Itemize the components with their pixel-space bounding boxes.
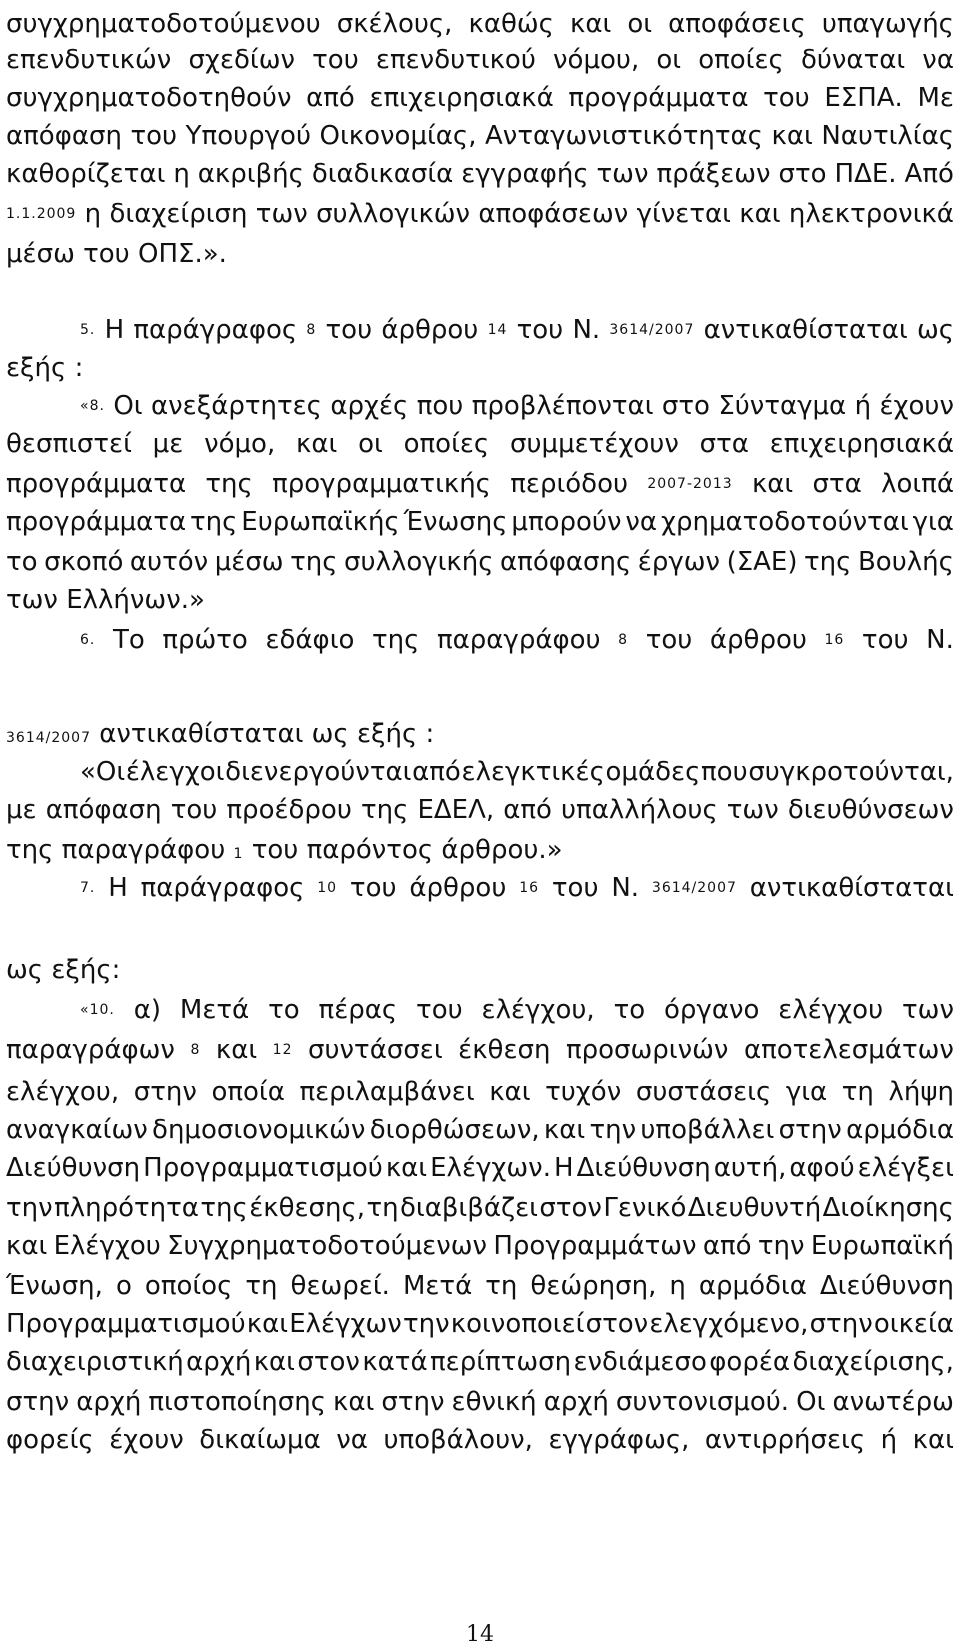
word: στην [6,1387,70,1417]
word: από [306,83,355,113]
word: οποία [211,1077,285,1107]
word: στον [539,1193,602,1223]
word: Ένωση, [6,1271,103,1301]
word: 3614/2007 [6,730,91,746]
word: γίνεται [636,199,731,229]
text-line [6,422,954,466]
word: να [922,45,954,75]
word: ελέγχου, [6,1077,120,1107]
word: αποφάσεων [478,199,629,229]
word: οικεία [873,1309,954,1339]
word: σχεδίων [188,45,296,75]
word: έχουν [879,391,954,421]
word: παράγραφος [133,315,298,345]
word: άρθρου [709,625,807,655]
word: αυτή, [713,1153,787,1183]
word: στο [661,391,710,421]
word: ο [115,1271,132,1301]
word: ανωτέρω [832,1387,954,1417]
word: στα [812,469,862,499]
word: δύναται [800,45,906,75]
word: νόμο, [204,429,276,459]
word: έκθεσης, [249,1193,366,1223]
word: προγράμματα [6,469,187,499]
word: χρηματοδοτούνται [660,507,909,537]
word: παραγράφου [437,625,601,655]
word: τη [485,1271,518,1301]
word: απόφαση [45,795,162,825]
word: αντικαθίσταται [749,873,954,903]
word: διαχείριση [109,199,248,229]
word: της [360,795,409,825]
word: στα [699,429,749,459]
word: Ευρωπαϊκή [810,1231,954,1261]
word: πρώτο [162,625,248,655]
word: εδάφιο [265,625,355,655]
word: λήψη [888,1077,954,1107]
word: και [543,1115,586,1145]
word: αρχή [76,1387,142,1417]
text-line [80,988,954,1032]
word: 16 [519,880,540,896]
word: έλεγχοι [125,757,225,787]
word: οι [656,45,682,75]
word: άρθρου [409,873,507,903]
word: ως [311,719,349,749]
word: της [205,469,253,499]
word: 2007-2013 [647,476,733,492]
word: σκέλους, [336,9,453,39]
word: 8 [190,1042,201,1058]
word: 3614/2007 [651,880,737,896]
word: αποτελεσμάτων [743,1035,954,1065]
word: προγραμματικής [272,469,491,499]
word: την [6,1193,53,1223]
word: μέσω [214,547,284,577]
word: όργανο [664,995,760,1025]
word: Ευρωπαϊκής [241,507,400,537]
word: Οι [796,1387,826,1417]
word: επενδυτικών [6,45,172,75]
word: και [6,1231,48,1261]
word: ΕΔΕΛ, [417,795,495,825]
word: της [200,1193,248,1223]
word: α) [133,995,162,1025]
word: στον [297,1347,360,1377]
word: του [861,625,909,655]
word: «8. [80,398,105,414]
word: φορέα [709,1347,791,1377]
word: θεσπιστεί [6,429,132,459]
word: τη [366,1193,399,1223]
word: αρχές [330,391,409,421]
word: η [173,159,190,189]
word: συγχρηματοδοτηθούν [6,83,292,113]
word: διευθύνσεων [787,795,954,825]
word: υποβάλουν, [383,1425,533,1455]
word: επιχειρησιακά [369,83,554,113]
word: ως [916,315,954,345]
word: καθώς [468,9,554,39]
word: δικαίωμα [199,1425,321,1455]
word: Με [917,83,954,113]
text-line [6,1340,954,1384]
word: ελεγχόμενο, [649,1309,809,1339]
word: 5. [80,322,96,338]
word: να [625,507,658,537]
word: αυτόν [129,547,209,577]
word: και [489,1077,531,1107]
word: του [516,315,564,345]
word: 3614/2007 [609,322,695,338]
text-line [6,1418,954,1462]
word: Από [904,159,954,189]
word: από [702,1231,752,1261]
word: προγράμματα [6,507,187,537]
word: αντιρρήσεις [704,1425,866,1455]
word: παραγράφων [6,1035,175,1065]
word: του [251,835,299,865]
word: Οικονομίας, [319,121,477,151]
text-line [6,948,954,992]
word: υποβάλλει [640,1115,775,1145]
word: Υπουργού [185,121,311,151]
word: αντικαθίσταται [99,719,304,749]
word: προσωρινών [565,1035,729,1065]
word: οι [627,9,653,39]
word: : [425,719,435,749]
word: 7. [80,880,96,896]
word: αρμόδια [698,1271,807,1301]
word: αφού [789,1153,855,1183]
word: από [503,795,552,825]
text-line [6,192,954,236]
word: οποίος [144,1271,233,1301]
word: διαβιβάζει [400,1193,538,1223]
word: τυχόν [545,1077,622,1107]
word: 10 [317,880,338,896]
word: απόφασης [500,547,632,577]
word: της [372,625,420,655]
word: ελέγχου [778,995,884,1025]
word: ΕΣΠΑ. [824,83,903,113]
word: την [402,1309,450,1339]
text-line [6,788,954,832]
word: 14 [487,322,508,338]
word: Ελέγχων [289,1309,402,1339]
word: Προγραμματισμού [143,1153,383,1183]
word: Συγχρηματοδοτούμενων [167,1231,488,1261]
word: : [74,353,84,383]
text-line [6,232,954,276]
word: σκοπό [44,547,124,577]
word: του [349,873,397,903]
word: που [701,757,748,787]
word: έχουν [109,1425,184,1455]
word: φορείς [6,1425,94,1455]
word: περίπτωση [430,1347,572,1377]
word: η [84,199,102,229]
word: θεώρηση, [530,1271,657,1301]
word: υπαγωγής [821,9,954,39]
word: συγχρηματοδοτούμενου [6,9,321,39]
word: και [751,469,794,499]
word: Μετά [402,1271,473,1301]
word: πέρας [318,995,398,1025]
text-line [6,578,954,622]
word: των [6,585,58,615]
word: με [152,429,184,459]
word: εξής: [51,955,121,985]
word: της [804,547,852,577]
word: αποφάσεις [668,9,806,39]
word: συγκροτούνται, [748,757,954,787]
word: στην [381,1387,445,1417]
word: διαχειριστική [6,1347,184,1377]
word: την [757,1231,805,1261]
word: στην [133,1077,197,1107]
word: Προγραμματισμού [6,1309,246,1339]
word: 1.1.2009 [6,206,77,222]
word: Ν. [611,873,640,903]
word: του [130,121,178,151]
word: επιχειρησιακά [769,429,954,459]
word: Η [108,873,128,903]
word: και [912,1425,954,1455]
word: εθνική [451,1387,537,1417]
word: του [551,873,599,903]
word: «10. [80,1002,115,1018]
word: το [6,547,38,577]
word: διενεργούνται [225,757,412,787]
word: λοιπά [881,469,954,499]
word: του [416,995,463,1025]
word: εξής [6,353,67,383]
word: των [596,159,649,189]
word: Γενικό [603,1193,687,1223]
word: οποίες [403,429,490,459]
word: Οι [113,391,143,421]
text-line [6,1028,954,1072]
word: καθορίζεται [6,159,166,189]
word: αρχή [543,1387,609,1417]
word: του [763,83,810,113]
word: για [912,507,954,537]
word: με [6,795,37,825]
word: και [296,429,338,459]
word: για [785,1077,828,1107]
word: συντάσσει [308,1035,443,1065]
word: ομάδες [605,757,701,787]
word: της [290,547,338,577]
word: πράξεων [656,159,771,189]
word: Το [112,625,145,655]
word: προβλέπονται [471,391,654,421]
word: του [312,45,359,75]
word: οι [358,429,383,459]
word: συστάσεις [635,1077,772,1107]
word: και [253,1347,295,1377]
text-line [6,152,954,196]
word: 16 [824,632,845,648]
word: Διεύθυνση [6,1153,141,1183]
word: υπαλλήλους [561,795,718,825]
word: και [739,199,781,229]
word: Διοίκησης [822,1193,954,1223]
word: ΠΔΕ. [834,159,897,189]
word: εγγράφως, [548,1425,690,1455]
word: 1 [233,846,244,862]
word: των [902,995,954,1025]
word: ελεγκτικές [461,757,605,787]
word: περιόδου [510,469,629,499]
word: η [669,1271,686,1301]
word: διαδικασία [311,159,454,189]
word: του [170,795,218,825]
word: επενδυτικού [375,45,536,75]
word: Βουλής [857,547,954,577]
word: και [215,1035,258,1065]
word: συμμετέχουν [510,429,679,459]
word: από [412,757,461,787]
word: συλλογικής [344,547,494,577]
word: τη [841,1077,874,1107]
text-line [6,1224,954,1268]
word: Προγραμμάτων [493,1231,697,1261]
word: Σύνταγμα [718,391,847,421]
word: της [6,835,54,865]
word: Ένωσης [403,507,508,537]
word: ΟΠΣ.». [138,239,227,269]
word: του [325,315,373,345]
word: Ναυτιλίας [821,121,954,151]
word: 6. [80,632,96,648]
word: Η [104,315,125,345]
word: αρχή [186,1347,252,1377]
word: Διεύθυνση [819,1271,954,1301]
word: συλλογικών [316,199,471,229]
word: 8 [618,632,629,648]
word: την [589,1115,637,1145]
word: και [771,121,813,151]
word: Ελλήνων.» [66,585,205,615]
word: κοινοποιεί [450,1309,585,1339]
word: των [255,199,308,229]
word: Ν. [572,315,601,345]
word: Ν. [926,625,954,655]
word: διορθώσεων, [369,1115,540,1145]
word: Ελέγχου [53,1231,161,1261]
word: «Οι [80,757,126,787]
word: παραγράφου [61,835,226,865]
word: απόφαση [6,121,122,151]
word: εξής [356,719,418,749]
word: τη [245,1271,278,1301]
word: 12 [272,1042,293,1058]
word: (ΣΑΕ) [726,547,798,577]
word: να [336,1425,368,1455]
word: άρθρου.» [441,835,563,865]
word: νόμου, [553,45,640,75]
word: μέσω [6,239,75,269]
text-line [80,866,954,910]
word: του [645,625,693,655]
word: στην [778,1115,842,1145]
word: παρόντος [306,835,434,865]
text-line [6,500,954,544]
word: στον [585,1309,649,1339]
word: κατά [362,1347,428,1377]
word: μπορούν [511,507,622,537]
word: ελέγχου, [481,995,595,1025]
word: οποίες [698,45,784,75]
word: ακριβής [197,159,304,189]
word: Η [554,1153,574,1183]
word: το [613,995,646,1025]
word: έργων [637,547,721,577]
word: παράγραφος [140,873,305,903]
word: ελέγξει [857,1153,954,1183]
word: αντικαθίσταται [703,315,908,345]
word: των [726,795,779,825]
word: ενδιάμεσο [573,1347,707,1377]
word: Διευθυντή [687,1193,822,1223]
word: έκθεση [458,1035,551,1065]
word: ηλεκτρονικά [788,199,954,229]
word: και [333,1387,375,1417]
word: θεωρεί. [290,1271,390,1301]
word: της [190,507,238,537]
word: προγράμματα [568,83,749,113]
word: άρθρου [381,315,479,345]
word: στο [778,159,827,189]
word: και [570,9,612,39]
word: που [416,391,464,421]
word: του [83,239,130,269]
word: Διεύθυνση [576,1153,711,1183]
word: προέδρου [226,795,352,825]
word: περιλαμβάνει [299,1077,475,1107]
word: Ανταγωνιστικότητας [485,121,763,151]
word: και [385,1153,428,1183]
word: ή [854,391,872,421]
word: και [246,1309,289,1339]
word: ή [880,1425,898,1455]
word: αναγκαίων [6,1115,148,1145]
word: πιστοποίησης [148,1387,326,1417]
word: Μετά [179,995,250,1025]
word: εγγραφής [461,159,589,189]
text-line [6,1146,954,1190]
page-number: 14 [466,1622,494,1647]
word: 8 [306,322,317,338]
text-line [80,618,954,662]
word: στην [809,1309,873,1339]
word: διαχείρισης, [792,1347,954,1377]
word: πληρότητα [54,1193,199,1223]
word: δημοσιονομικών [152,1115,366,1145]
word: ως [6,955,44,985]
word: το [268,995,300,1025]
word: ανεξάρτητες [150,391,322,421]
word: συντονισμού. [615,1387,790,1417]
word: Ελέγχων. [430,1153,551,1183]
word: αρμόδια [846,1115,954,1145]
